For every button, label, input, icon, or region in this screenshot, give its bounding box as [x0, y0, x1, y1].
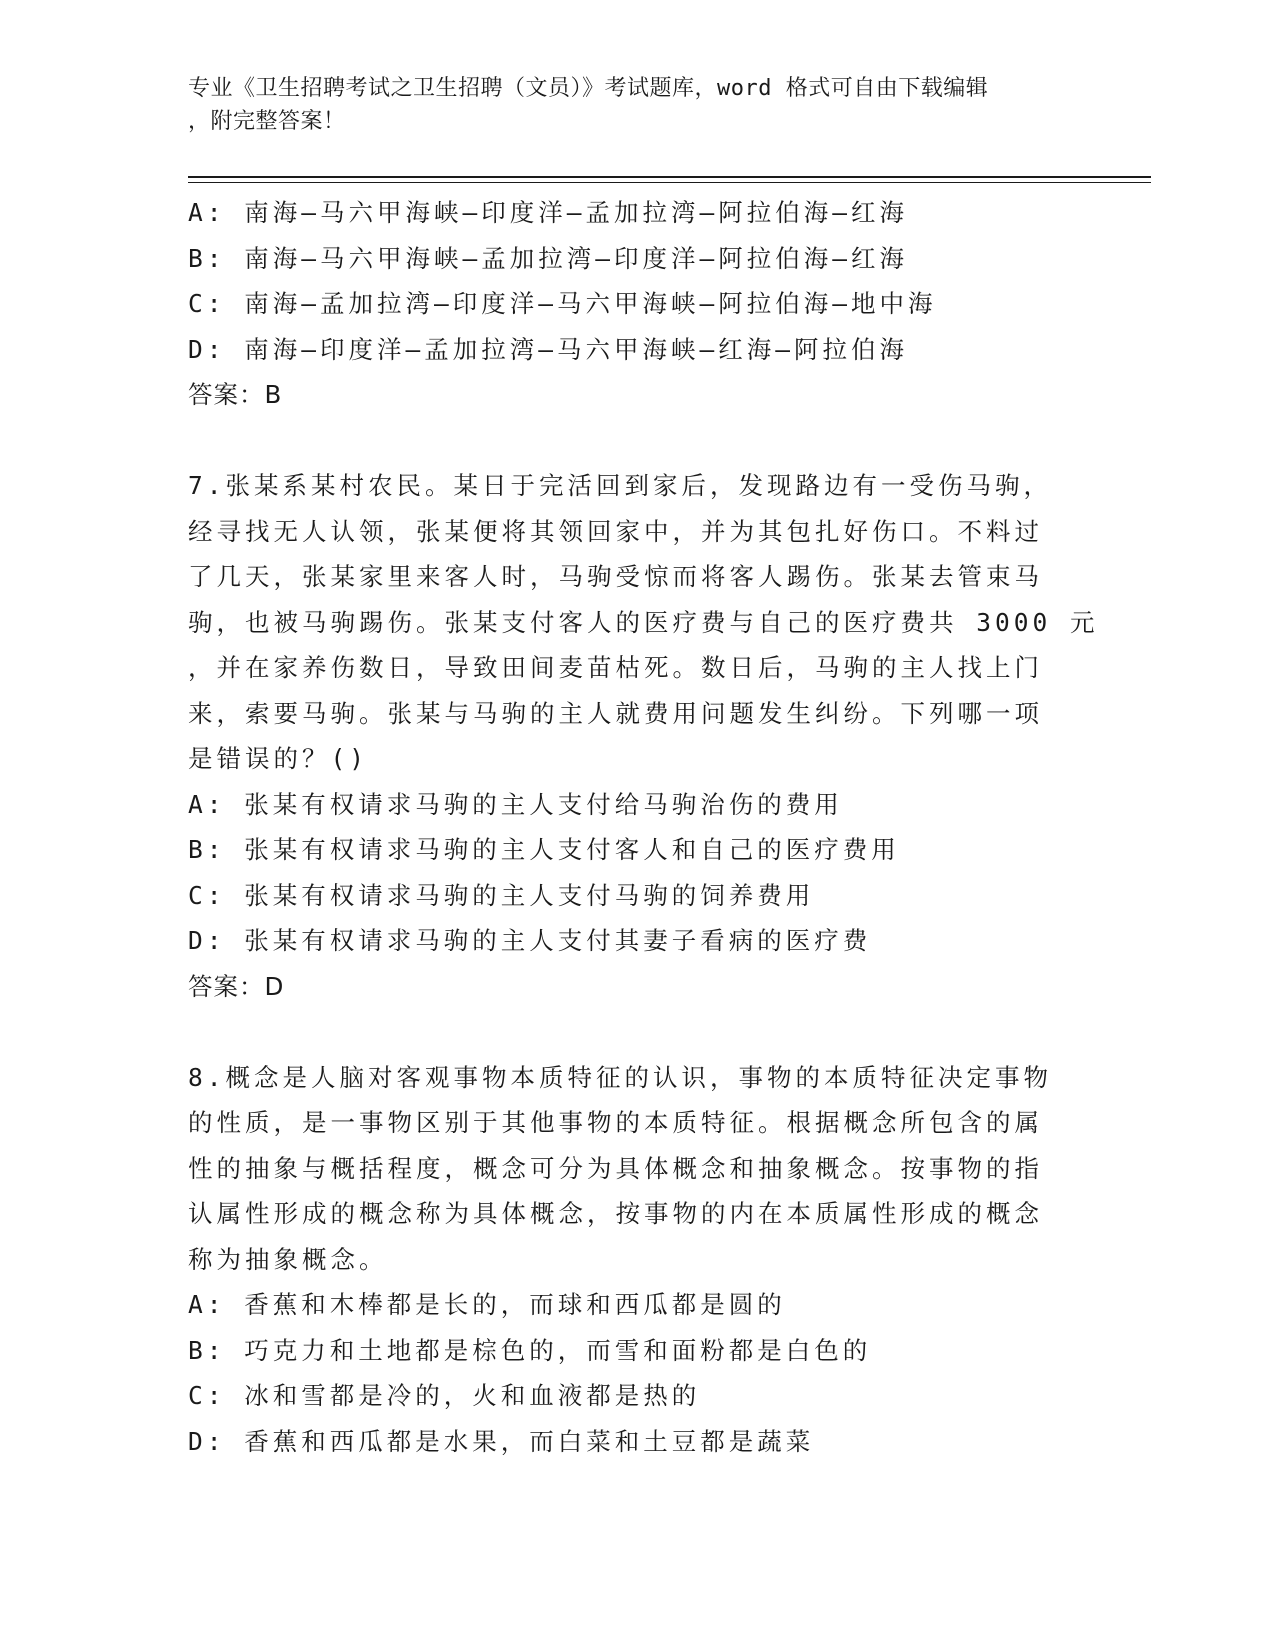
q7-stem-line: 7.张某系某村农民。某日于完活回到家后，发现路边有一受伤马驹， — [188, 471, 1052, 500]
question-7-block — [188, 463, 1099, 1009]
q8-stem-line: 的性质，是一事物区别于其他事物的本质特征。根据概念所包含的属 — [188, 1108, 1043, 1137]
q8-option-c: C: 冰和雪都是冷的，火和血液都是热的 — [188, 1381, 701, 1410]
q6-option-c: C: 南海—孟加拉湾—印度洋—马六甲海峡—阿拉伯海—地中海 — [188, 289, 937, 318]
q7-stem-line: 是错误的？() — [188, 744, 368, 773]
q7-stem-line: 来，索要马驹。张某与马驹的主人就费用问题发生纠纷。下列哪一项 — [188, 698, 1043, 728]
q7-stem-line: 了几天，张某家里来客人时，马驹受惊而将客人踢伤。张某去管束马 — [188, 562, 1043, 591]
q7-stem-line: 驹，也被马驹踢伤。张某支付客人的医疗费与自己的医疗费共 3000 元 — [188, 607, 1099, 637]
header-rule-thick — [188, 176, 1151, 178]
q7-stem-line: 经寻找无人认领，张某便将其领回家中，并为其包扎好伤口。不料过 — [188, 516, 1043, 546]
q6-option-b: B: 南海—马六甲海峡—孟加拉湾—印度洋—阿拉伯海—红海 — [188, 243, 908, 273]
q7-option-b: B: 张某有权请求马驹的主人支付客人和自己的医疗费用 — [188, 835, 900, 864]
q7-option-a: A: 张某有权请求马驹的主人支付给马驹治伤的费用 — [188, 789, 843, 819]
header-line-2: ，附完整答案！ — [188, 109, 346, 134]
q6-option-d: D: 南海—印度洋—孟加拉湾—马六甲海峡—红海—阿拉伯海 — [188, 334, 908, 364]
q7-option-d: D: 张某有权请求马驹的主人支付其妻子看病的医疗费 — [188, 926, 872, 955]
q8-stem-line: 8.概念是人脑对客观事物本质特征的认识，事物的本质特征决定事物 — [188, 1062, 1052, 1092]
q6-answer: 答案：B — [188, 380, 283, 409]
page-header — [188, 72, 1068, 138]
q8-option-b: B: 巧克力和土地都是棕色的，而雪和面粉都是白色的 — [188, 1335, 872, 1365]
q8-option-d: D: 香蕉和西瓜都是水果，而白菜和土豆都是蔬菜 — [188, 1426, 815, 1456]
q8-stem-line: 认属性形成的概念称为具体概念，按事物的内在本质属性形成的概念 — [188, 1199, 1043, 1228]
q8-stem-line: 称为抽象概念。 — [188, 1244, 388, 1274]
q7-stem-line: ，并在家养伤数日，导致田间麦苗枯死。数日后，马驹的主人找上门 — [188, 653, 1043, 682]
spacer — [188, 418, 1088, 464]
q8-option-a: A: 香蕉和木棒都是长的，而球和西瓜都是圆的 — [188, 1290, 786, 1319]
question-8-block — [188, 1055, 1088, 1465]
question-6-block — [188, 190, 1088, 418]
header-line-1: 专业《卫生招聘考试之卫生招聘（文员）》考试题库，word 格式可自由下载编辑 — [188, 76, 989, 101]
q7-option-c: C: 张某有权请求马驹的主人支付马驹的饲养费用 — [188, 880, 815, 910]
question-content — [188, 190, 1099, 1464]
q8-stem-line: 性的抽象与概括程度，概念可分为具体概念和抽象概念。按事物的指 — [188, 1153, 1043, 1183]
header-rule-thin — [188, 182, 1151, 183]
q7-answer: 答案：D — [188, 971, 285, 1001]
q6-option-a: A: 南海—马六甲海峡—印度洋—孟加拉湾—阿拉伯海—红海 — [188, 198, 908, 227]
spacer — [188, 1009, 1088, 1055]
